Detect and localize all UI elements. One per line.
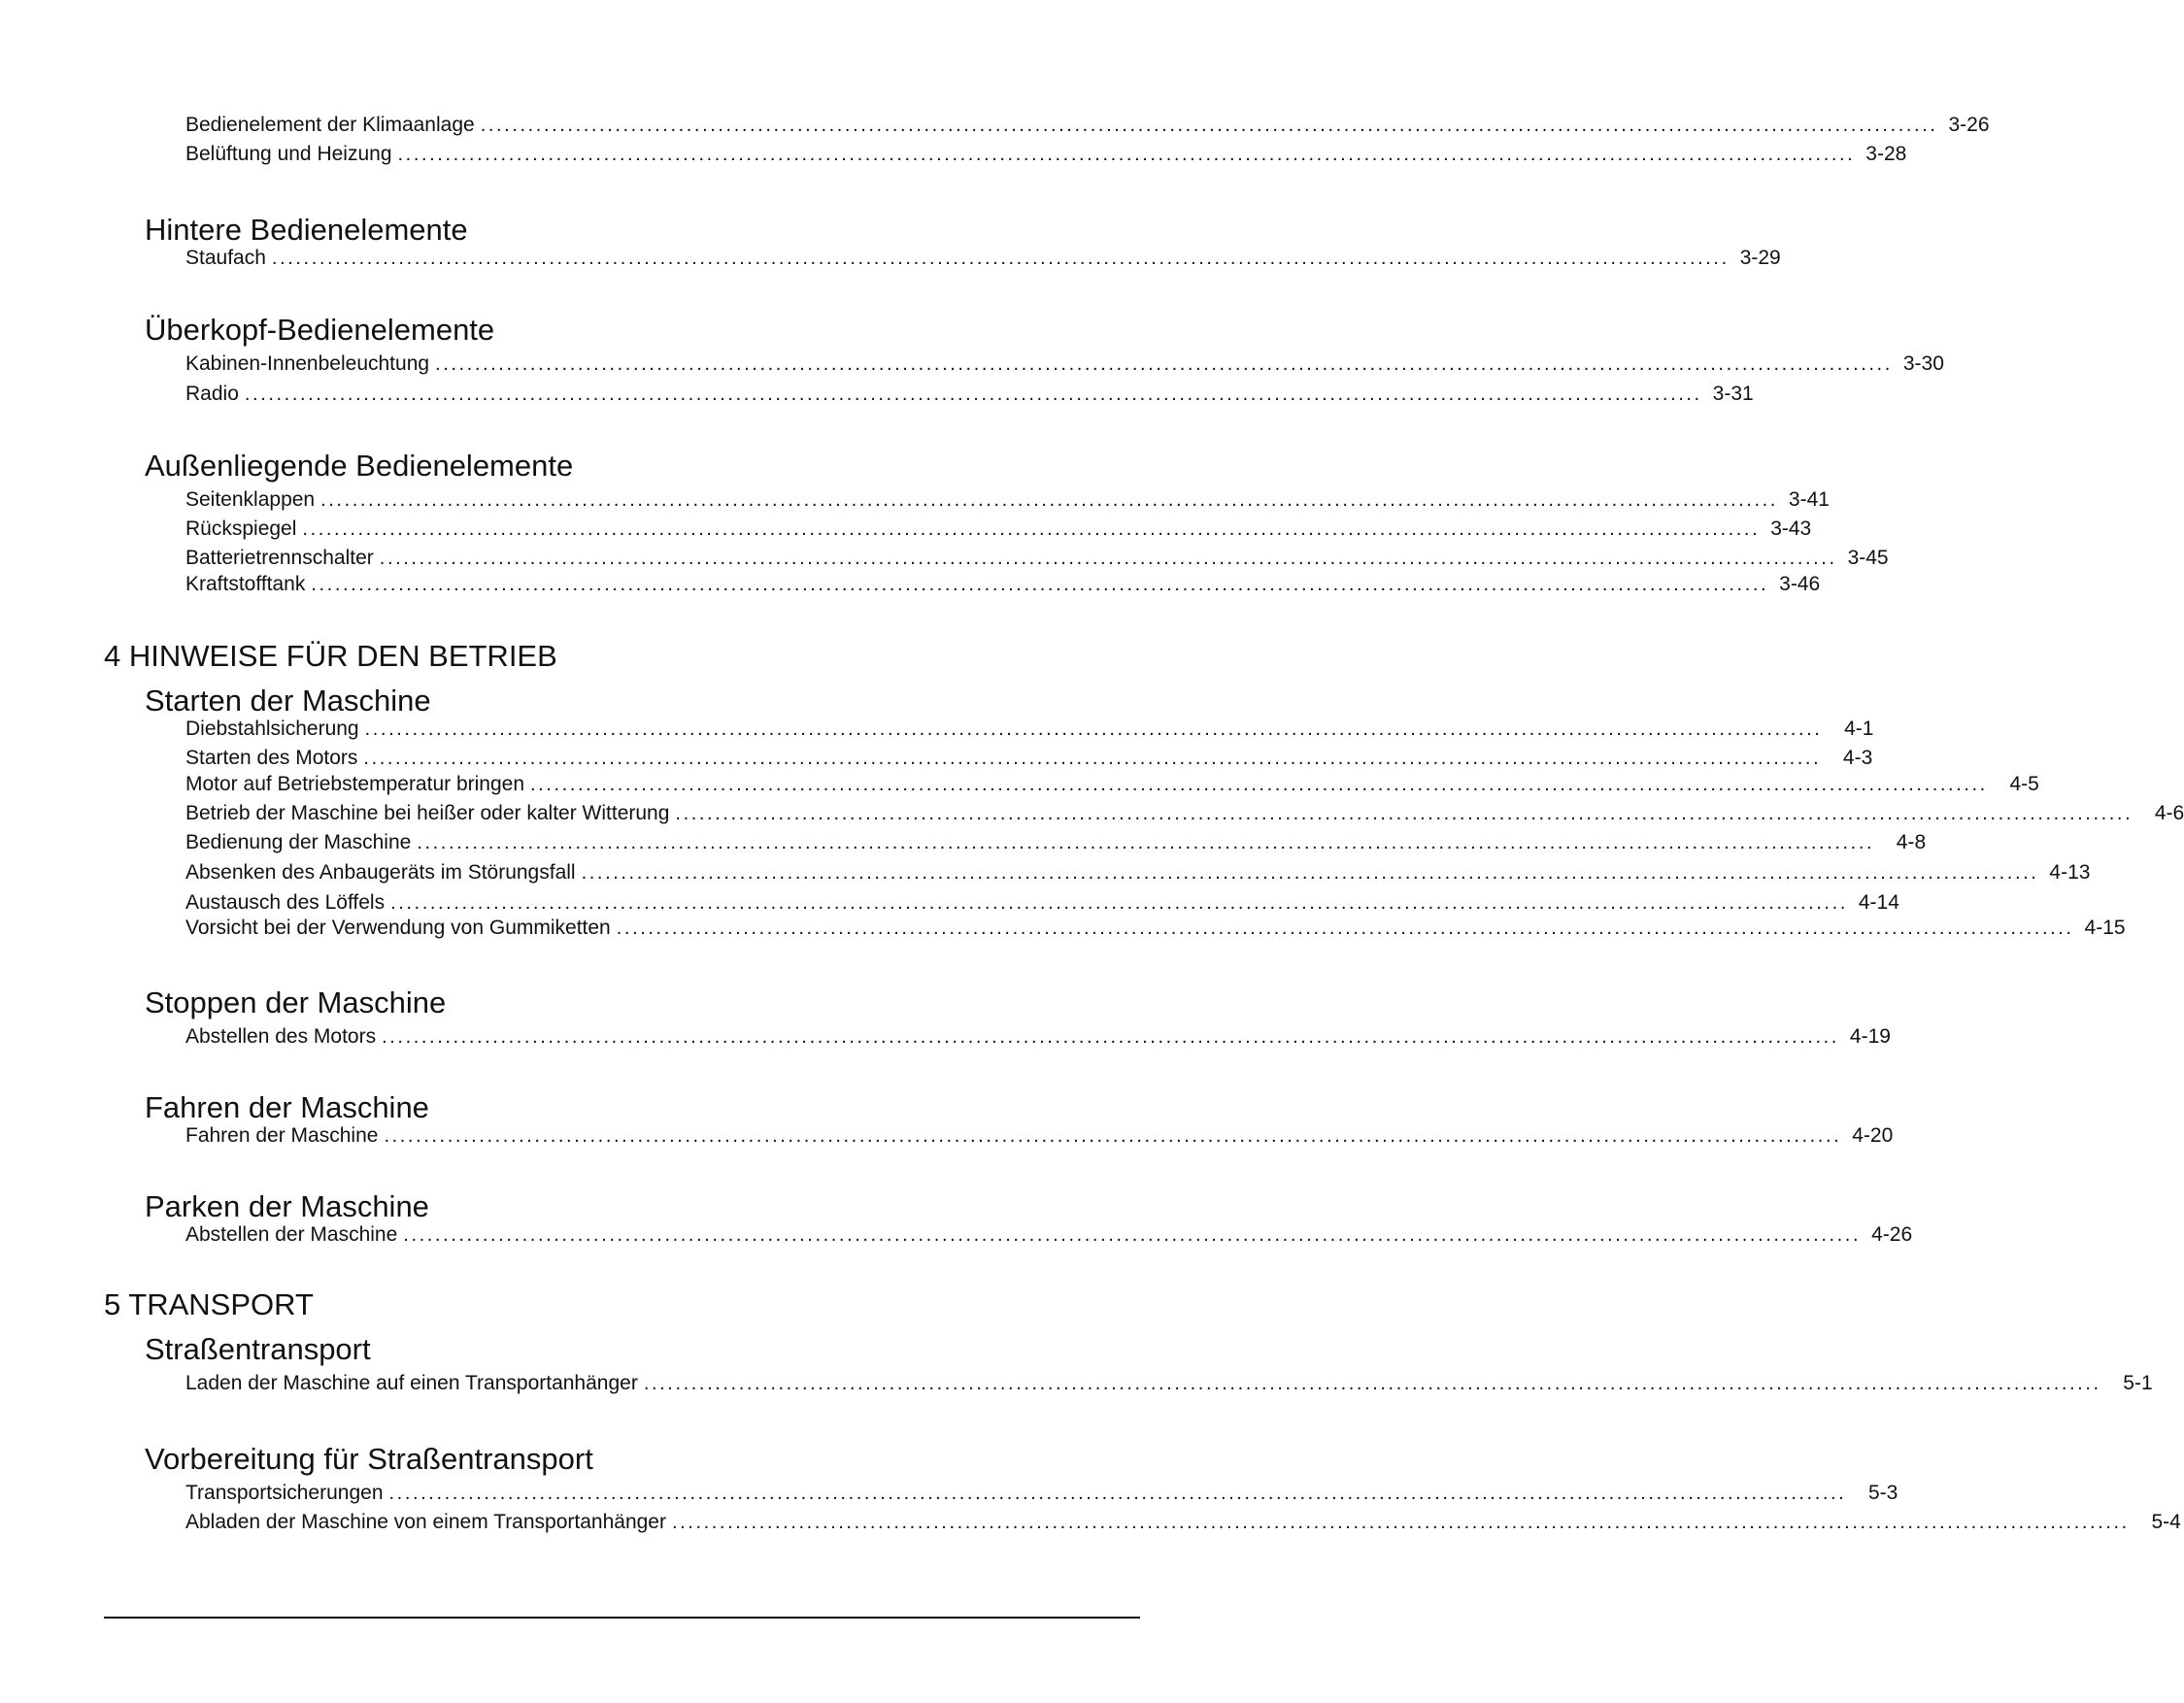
dot-leader: ........................................................................................................................................................................................ [379, 548, 1837, 569]
toc-entry-title: Motor auf Betriebstemperatur bringen [185, 773, 525, 795]
toc-entry-title: Vorsicht bei der Verwendung von Gummiketten [185, 917, 611, 939]
toc-entry-title: Belüftung und Heizung [185, 143, 392, 165]
toc-entry-title: Transportsicherungen [185, 1482, 384, 1504]
toc-entry-title: Seitenklappen [185, 488, 316, 511]
dot-leader: ........................................................................................................................................................................................ [643, 1373, 2101, 1394]
toc-entry[interactable] [185, 382, 1754, 407]
toc-entry[interactable] [185, 801, 2184, 826]
dot-leader: ........................................................................................................................................................................................ [382, 1026, 1839, 1048]
toc-entry[interactable] [185, 860, 2091, 885]
toc-entry[interactable] [185, 746, 1873, 771]
dot-leader: ........................................................................................................................................................................................ [363, 748, 1822, 769]
section-heading: Stoppen der Maschine [145, 985, 447, 1019]
dot-leader: ........................................................................................................................................................................................ [397, 144, 1856, 165]
dot-leader: ........................................................................................................................................................................................ [530, 774, 1988, 795]
toc-entry-title: Abstellen des Motors [185, 1025, 377, 1048]
toc-entry[interactable] [185, 830, 1927, 855]
dot-leader: ........................................................................................................................................................................................ [244, 384, 1702, 405]
dot-leader: ........................................................................................................................................................................................ [364, 718, 1823, 740]
toc-entry-page: 5-4 [2151, 1511, 2181, 1533]
toc-entry-page: 3-26 [1948, 114, 1990, 136]
toc-entry[interactable] [185, 717, 1874, 742]
toc-entry-title: Kabinen-Innenbeleuchtung [185, 352, 430, 375]
chapter-heading: 4 HINWEISE FÜR DEN BETRIEB [104, 639, 557, 673]
toc-entry[interactable] [185, 351, 1944, 377]
toc-entry-page: 4-3 [1842, 747, 1873, 769]
toc-entry-page: 3-29 [1739, 247, 1781, 269]
section-heading: Außenliegende Bedienelemente [145, 449, 574, 483]
chapter-heading: 5 TRANSPORT [104, 1287, 314, 1321]
toc-entry-page: 3-30 [1902, 352, 1944, 375]
dot-leader: ........................................................................................................................................................................................ [435, 353, 1893, 375]
section-heading: Parken der Maschine [145, 1189, 429, 1223]
toc-entry-title: Starten des Motors [185, 747, 358, 769]
toc-entry-page: 3-45 [1847, 547, 1889, 569]
dot-leader: ........................................................................................................................................................................................ [271, 248, 1730, 269]
dot-leader: ........................................................................................................................................................................................ [320, 489, 1778, 511]
toc-entry-page: 4-5 [2009, 773, 2039, 795]
toc-entry[interactable] [185, 246, 1781, 271]
toc-entry-page: 4-26 [1871, 1223, 1913, 1246]
toc-entry[interactable] [185, 1371, 2153, 1396]
toc-entry-page: 3-31 [1712, 383, 1754, 405]
toc-entry[interactable] [185, 517, 1812, 542]
toc-entry-title: Abladen der Maschine von einem Transportanhänger [185, 1511, 666, 1533]
dot-leader: ........................................................................................................................................................................................ [388, 1483, 1847, 1504]
toc-entry-title: Austausch des Löffels [185, 891, 386, 914]
toc-entry-title: Abstellen der Maschine [185, 1223, 398, 1246]
toc-entry-page: 4-13 [2049, 861, 2091, 884]
dot-leader: ........................................................................................................................................................................................ [302, 518, 1761, 540]
toc-entry-title: Fahren der Maschine [185, 1124, 379, 1147]
section-heading: Straßentransport [145, 1332, 371, 1366]
toc-entry[interactable] [185, 1510, 2181, 1535]
section-heading: Fahren der Maschine [145, 1090, 429, 1124]
dot-leader: ........................................................................................................................................................................................ [403, 1224, 1862, 1246]
toc-entry[interactable] [185, 572, 1821, 597]
dot-leader: ........................................................................................................................................................................................ [384, 1125, 1842, 1147]
dot-leader: ........................................................................................................................................................................................ [616, 918, 2074, 939]
dot-leader: ........................................................................................................................................................................................ [581, 862, 2039, 884]
toc-entry-title: Kraftstofftank [185, 573, 306, 595]
dot-leader: ........................................................................................................................................................................................ [671, 1512, 2130, 1533]
section-heading: Starten der Maschine [145, 684, 431, 718]
toc-entry-title: Rückspiegel [185, 518, 297, 540]
dot-leader: ........................................................................................................................................................................................ [675, 803, 2134, 824]
toc-entry-title: Bedienelement der Klimaanlage [185, 114, 475, 136]
toc-entry-page: 3-28 [1865, 143, 1907, 165]
toc-entry[interactable] [185, 772, 2039, 797]
toc-entry-page: 4-8 [1896, 831, 1927, 853]
section-heading: Hintere Bedienelemente [145, 213, 468, 247]
toc-entry-page: 4-1 [1844, 718, 1874, 740]
toc-entry[interactable] [185, 1481, 1898, 1506]
toc-entry-title: Absenken des Anbaugeräts im Störungsfall [185, 861, 576, 884]
toc-entry[interactable] [185, 1024, 1891, 1050]
footer-rule [104, 1617, 1140, 1619]
toc-entry-page: 5-3 [1867, 1482, 1898, 1504]
toc-entry[interactable] [185, 546, 1889, 571]
toc-entry-title: Radio [185, 383, 239, 405]
dot-leader: ........................................................................................................................................................................................ [390, 892, 1848, 914]
toc-entry-page: 5-1 [2123, 1372, 2153, 1394]
dot-leader: ........................................................................................................................................................................................ [311, 574, 1769, 595]
toc-entry-page: 3-46 [1779, 573, 1821, 595]
toc-entry-title: Bedienung der Maschine [185, 831, 412, 853]
toc-entry-title: Diebstahlsicherung [185, 718, 359, 740]
toc-entry-page: 4-15 [2084, 917, 2126, 939]
toc-entry[interactable] [185, 916, 2126, 941]
toc-entry[interactable] [185, 113, 1990, 138]
toc-entry[interactable] [185, 890, 1899, 916]
section-heading: Überkopf-Bedienelemente [145, 313, 495, 347]
dot-leader: ........................................................................................................................................................................................ [417, 832, 1875, 853]
toc-entry-page: 3-41 [1788, 488, 1830, 511]
toc-entry[interactable] [185, 142, 1907, 167]
toc-entry[interactable] [185, 1123, 1894, 1149]
toc-entry-title: Laden der Maschine auf einen Transportanhänger [185, 1372, 638, 1394]
toc-entry-page: 4-20 [1852, 1124, 1894, 1147]
toc-entry-title: Betrieb der Maschine bei heißer oder kalter Witterung [185, 802, 670, 824]
toc-entry-title: Batterietrennschalter [185, 547, 374, 569]
toc-entry[interactable] [185, 1222, 1913, 1248]
dot-leader: ........................................................................................................................................................................................ [480, 115, 1938, 136]
toc-entry-title: Staufach [185, 247, 266, 269]
toc-entry-page: 4-14 [1858, 891, 1899, 914]
toc-entry[interactable] [185, 487, 1830, 513]
toc-entry-page: 4-19 [1849, 1025, 1891, 1048]
toc-entry-page: 3-43 [1770, 518, 1812, 540]
toc-entry-page: 4-6 [2154, 802, 2184, 824]
section-heading: Vorbereitung für Straßentransport [145, 1442, 593, 1476]
